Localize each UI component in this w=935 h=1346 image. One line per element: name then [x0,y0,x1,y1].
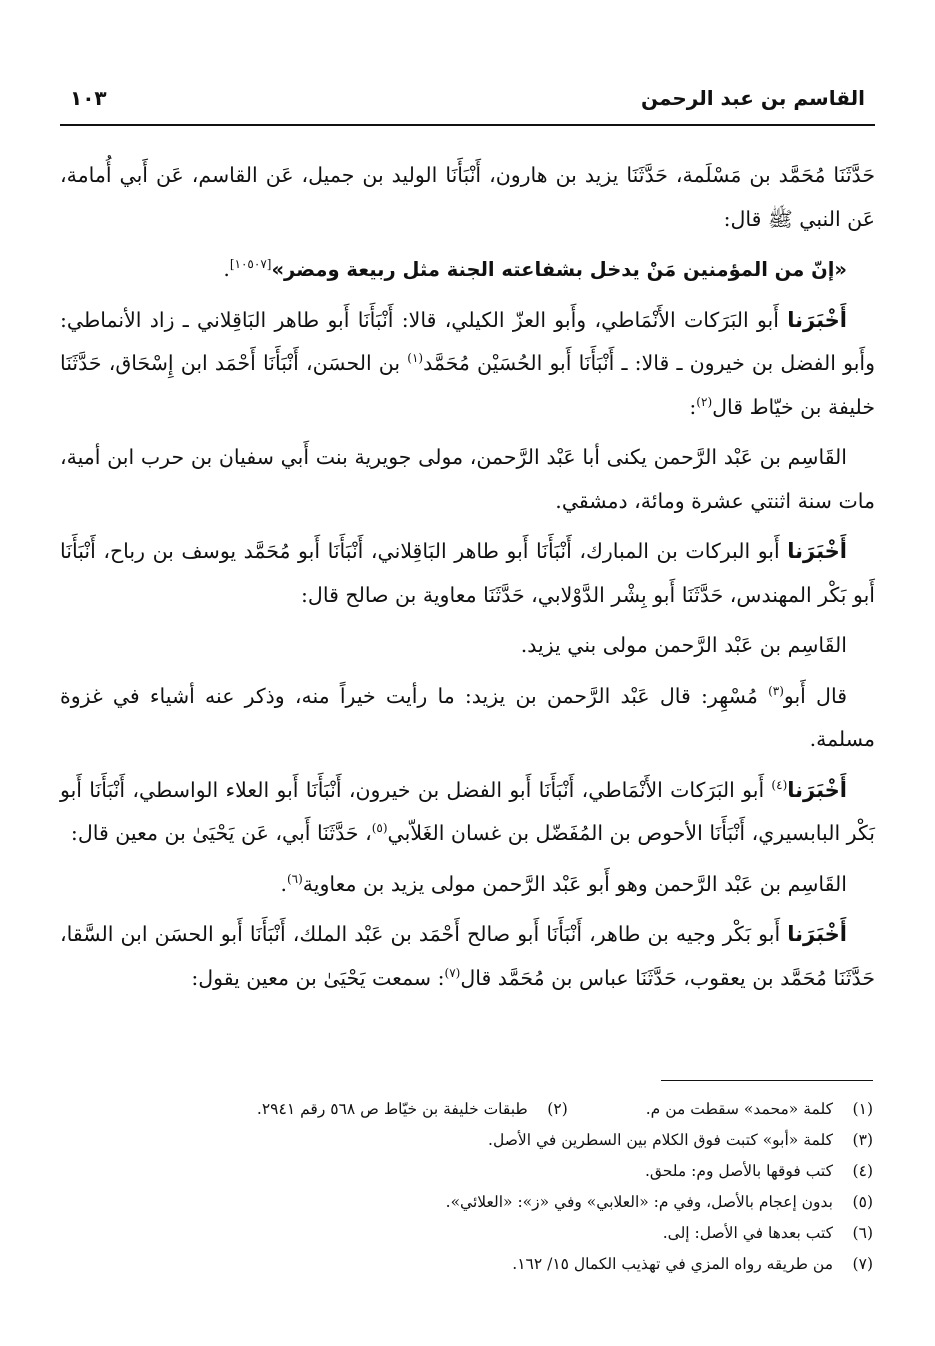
akhbarana-lead: أَخْبَرَنا [787,922,847,946]
paragraph-text: حَدَّثَنَا مُحَمَّد بن مَسْلَمة، حَدَّثَنَا يزيد بن هارون، أَنْبَأَنَا الوليد بن جميل، عَن القاسم، عَن أَبي أُمامة، عَن النبي ﷺ قال: [60,163,875,231]
footnote-number: (٤) [852,1162,873,1180]
footnote-item [60,1125,873,1156]
paragraph-biography-2 [60,624,875,668]
akhbarana-lead: أَخْبَرَنا [787,777,847,802]
paragraph-tail: . [223,257,230,281]
footnote-ref[interactable]: (٣) [768,683,784,698]
paragraph-biography-1 [60,436,875,523]
hadith-number: [١٠٥٠٧] [229,257,272,272]
footnote-ref[interactable]: (٦) [286,871,303,886]
footnote-item [60,1218,873,1249]
footnote-number: (١) [852,1100,873,1118]
paragraph-tail: مُسْهِر: قال عَبْد الرَّحمن بن يزيد: ما رأيت خيراً منه، وذكر عنه أشياء في غزوة مسلمة. [60,683,875,751]
paragraph-biography-3 [60,863,875,907]
paragraph-text: القَاسِم بن عَبْد الرَّحمن وهو أَبو عَبْد الرَّحمن مولى يزيد بن معاوية [302,871,847,896]
footnote-ref[interactable]: (٥) [371,821,388,836]
footnote-ref[interactable]: (٤) [771,777,788,792]
paragraph-isnad-3 [60,530,875,617]
page-number: ١٠٣ [70,86,107,110]
paragraph-isnad-1 [60,154,875,241]
paragraph-text: أَبو البَرَكات الأَنْمَاطي، وأَبو العزّ الكيلي، قالا: أَنْبَأَنَا أَبو طاهر البَاقِلاني ـ زاد الأنماطي: وأَبو الفضل بن خيرون ـ قالا: ـ أَنْبَأَنَا أَبو الحُسَيْن مُحَمَّد [60,307,875,375]
paragraph-text: القَاسِم بن عَبْد الرَّحمن يكنى أبا عَبْد الرَّحمن، مولى جويرية بنت أَبي سفيان بن حرب ابن أمية، مات سنة اثنتي عشرة ومائة، دمشقي. [60,445,875,513]
paragraph-text: قال أَبو [783,683,847,708]
footnote-text: كلمة «محمد» سقطت من م. [645,1100,833,1118]
paragraph-text: أَبو البركات بن المبارك، أَنْبَأَنَا أَبو طاهر البَاقِلاني، أَنْبَأَنَا أَبو مُحَمَّد يوسف بن رباح، أَنْبَأَنَا أَبو بَكْر المهندس، حَدَّثَنَا أَبو بِشْر الدَّوْلابي، حَدَّثَنَا معاوية بن صالح قال: [60,539,875,607]
paragraph-tail: ، حَدَّثَنَا أَبي، عَن يَحْيَىٰ بن معين قال: [70,821,372,845]
akhbarana-lead: أَخْبَرَنا [787,307,847,332]
footnote-ref[interactable]: (٧) [444,965,461,980]
footnote-number: (٢) [547,1100,568,1118]
paragraph-tail: : [689,394,697,419]
footnote-row [60,1094,873,1125]
paragraph-text: أَبو البَرَكات الأَنْمَاطي، أَنْبَأَنَا أَبو الفضل بن خيرون، أَنْبَأَنَا أَبو العلاء الواسطي، أَنْبَأَنَا أَبو بَكْر البابسيري، أَنْبَأَنَا الأحوص بن المُفَضّل بن غسان الغَلاّبي [60,777,875,845]
footnote-item [257,1094,568,1125]
footnote-item [60,1187,873,1218]
footnote-ref[interactable]: (١) [407,351,424,366]
footnote-text: بدون إعجام بالأصل، وفي م: «العلابي» وفي «ز»: «العلائي». [445,1193,833,1211]
paragraph-isnad-2 [60,299,875,430]
header-rule [60,124,875,126]
footnote-item [646,1094,873,1125]
paragraph-text: القَاسِم بن عَبْد الرَّحمن مولى بني يزيد. [520,633,847,657]
footnote-separator [661,1080,873,1081]
paragraph-tail: بن الحسَن، أَنْبَأَنَا أَحْمَد ابن إِسْحَاق، حَدَّثَنَا خليفة بن خيّاط قال [60,351,875,419]
footnote-item [60,1249,873,1280]
footnote-text: طبقات خليفة بن خيّاط ص ٥٦٨ رقم ٢٩٤١. [256,1100,528,1118]
page-header [64,82,871,120]
footnote-text: من طريقه رواه المزي في تهذيب الكمال ١٥/ ١٦٢. [512,1255,833,1273]
footnote-item [60,1156,873,1187]
footnote-number: (٥) [852,1193,873,1211]
footnote-text: كلمة «أبو» كتبت فوق الكلام بين السطرين في الأصل. [488,1131,833,1149]
paragraph-abu-mushir [60,675,875,762]
main-text [60,154,875,1007]
hadith-text: «إنّ من المؤمنين مَنْ يدخل بشفاعته الجنة مثل ربيعة ومضر» [271,258,847,281]
footnote-text: كتب بعدها في الأصل: إلى. [662,1224,833,1242]
paragraph-tail: . [280,871,287,896]
running-title: القاسم بن عبد الرحمن [640,86,865,110]
paragraph-isnad-4 [60,769,875,856]
footnote-text: كتب فوقها بالأصل وم: ملحق. [644,1162,833,1180]
footnote-number: (٦) [852,1224,873,1242]
footnote-ref[interactable]: (٢) [696,394,713,409]
footnote-number: (٧) [852,1255,873,1273]
footnotes [60,1094,873,1280]
paragraph-isnad-5 [60,913,875,1000]
akhbarana-lead: أَخْبَرَنا [787,539,847,563]
footnote-number: (٣) [852,1131,873,1149]
paragraph-hadith [60,248,875,292]
paragraph-text: أَبو بَكْر وجيه بن طاهر، أَنْبَأَنَا أَبو صالح أَحْمَد بن عَبْد الملك، أَنْبَأَنَا أَبو الحسَن ابن السَّقا، حَدَّثَنَا مُحَمَّد بن يعقوب، حَدَّثَنَا عباس بن مُحَمَّد قال [60,922,875,990]
paragraph-tail: : سمعت يَحْيَىٰ بن معين يقول: [191,965,445,990]
